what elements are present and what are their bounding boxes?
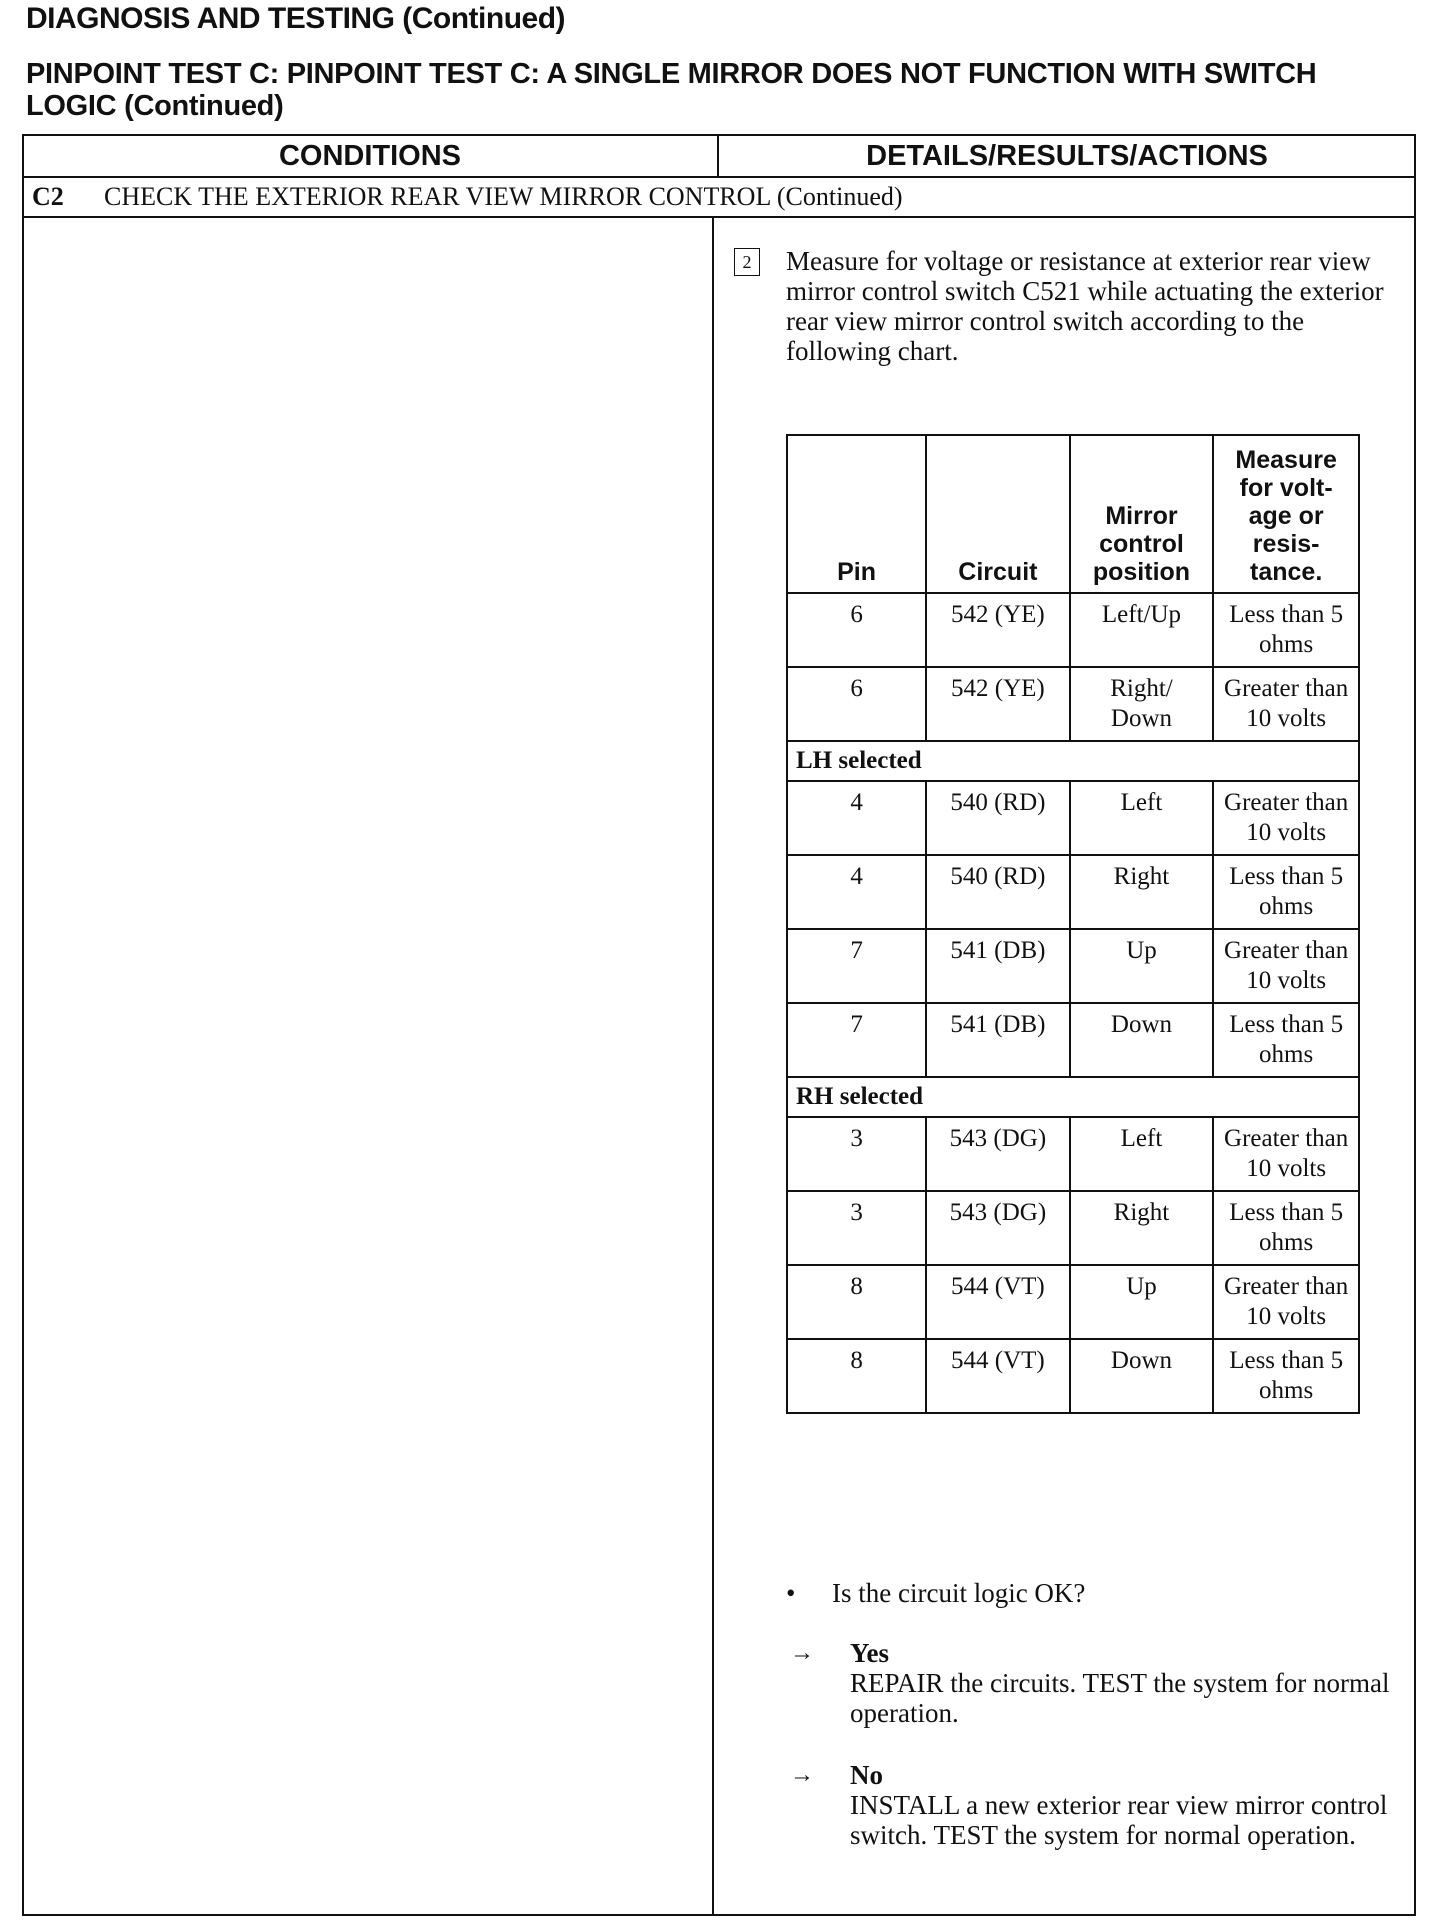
cell-measure: Less than 5 ohms — [1213, 593, 1359, 667]
table-row — [787, 1191, 1359, 1265]
cell-measure: Less than 5 ohms — [1213, 1191, 1359, 1265]
cell-position: Right/ Down — [1070, 667, 1214, 741]
header-position: Mirror control position — [1070, 435, 1214, 593]
table-row — [787, 1003, 1359, 1077]
cell-position: Left/Up — [1070, 593, 1214, 667]
cell-circuit: 543 (DG) — [926, 1117, 1069, 1191]
cell-pin: 8 — [787, 1265, 926, 1339]
cell-position: Right — [1070, 1191, 1214, 1265]
cell-position: Right — [1070, 855, 1214, 929]
cell-circuit: 544 (VT) — [926, 1265, 1069, 1339]
cell-pin: 6 — [787, 667, 926, 741]
cell-position: Down — [1070, 1339, 1214, 1413]
cell-circuit: 544 (VT) — [926, 1339, 1069, 1413]
cell-circuit: 543 (DG) — [926, 1191, 1069, 1265]
step-divider — [22, 216, 1416, 218]
substep-number-box: 2 — [734, 248, 760, 276]
header-divider — [22, 176, 1416, 178]
table-row — [787, 781, 1359, 855]
cell-measure: Less than 5 ohms — [1213, 1003, 1359, 1077]
cell-measure: Less than 5 ohms — [1213, 1339, 1359, 1413]
table-row — [787, 855, 1359, 929]
cell-measure: Greater than 10 volts — [1213, 1265, 1359, 1339]
arrow-right-icon: → — [790, 1640, 814, 1666]
step-title: CHECK THE EXTERIOR REAR VIEW MIRROR CONTROL (Continued) — [104, 182, 903, 211]
cell-position: Up — [1070, 1265, 1214, 1339]
table-row — [787, 929, 1359, 1003]
cell-measure: Less than 5 ohms — [1213, 855, 1359, 929]
table-row — [787, 1117, 1359, 1191]
bullet-icon: • — [786, 1578, 796, 1608]
cell-pin: 7 — [787, 1003, 926, 1077]
cell-circuit: 540 (RD) — [926, 855, 1069, 929]
cell-position: Left — [1070, 1117, 1214, 1191]
cell-position: Left — [1070, 781, 1214, 855]
cell-measure: Greater than 10 volts — [1213, 929, 1359, 1003]
step-code: C2 — [32, 182, 64, 211]
cell-pin: 4 — [787, 781, 926, 855]
pinpoint-test-title: PINPOINT TEST C: PINPOINT TEST C: A SINGLE MIRROR DOES NOT FUNCTION WITH SWITCH LOGIC (Continued) — [26, 58, 1317, 122]
cell-pin: 6 — [787, 593, 926, 667]
page-title: DIAGNOSIS AND TESTING (Continued) — [26, 2, 566, 35]
cell-pin: 8 — [787, 1339, 926, 1413]
arrow-right-icon: → — [790, 1762, 814, 1788]
cell-circuit: 541 (DB) — [926, 929, 1069, 1003]
cell-circuit: 540 (RD) — [926, 781, 1069, 855]
rh-selected-label: RH selected — [787, 1077, 1359, 1117]
cell-circuit: 542 (YE) — [926, 593, 1069, 667]
table-row — [787, 667, 1359, 741]
table-row — [787, 1265, 1359, 1339]
cell-measure: Greater than 10 volts — [1213, 781, 1359, 855]
lh-selected-label: LH selected — [787, 741, 1359, 781]
cell-circuit: 542 (YE) — [926, 667, 1069, 741]
answer-no-label: No — [850, 1760, 883, 1790]
table-row — [787, 1339, 1359, 1413]
cell-measure: Greater than 10 volts — [1213, 667, 1359, 741]
cell-pin: 3 — [787, 1117, 926, 1191]
measurement-chart — [786, 434, 1360, 1414]
cell-pin: 3 — [787, 1191, 926, 1265]
cell-pin: 7 — [787, 929, 926, 1003]
column-divider-body — [712, 218, 714, 1916]
question-text: Is the circuit logic OK? — [832, 1578, 1086, 1608]
section-row-lh — [787, 741, 1359, 781]
answer-no-action: INSTALL a new exterior rear view mirror control switch. TEST the system for normal operation. — [850, 1790, 1388, 1850]
conditions-header: CONDITIONS — [278, 140, 462, 172]
section-row-rh — [787, 1077, 1359, 1117]
chart-header-row — [787, 435, 1359, 593]
header-pin: Pin — [787, 435, 926, 593]
cell-position: Down — [1070, 1003, 1214, 1077]
answer-yes-action: REPAIR the circuits. TEST the system for normal operation. — [850, 1668, 1390, 1728]
details-header: DETAILS/RESULTS/ACTIONS — [866, 140, 1268, 172]
cell-pin: 4 — [787, 855, 926, 929]
cell-position: Up — [1070, 929, 1214, 1003]
cell-circuit: 541 (DB) — [926, 1003, 1069, 1077]
table-row — [787, 593, 1359, 667]
measurement-instruction: Measure for voltage or resistance at exterior rear view mirror control switch C521 while actuating the exterior rear view mirror control switch according to the following chart. — [786, 246, 1384, 366]
header-circuit: Circuit — [926, 435, 1069, 593]
header-measure: Measure for volt-age or resis-tance. — [1213, 435, 1359, 593]
answer-yes-label: Yes — [850, 1638, 889, 1668]
cell-measure: Greater than 10 volts — [1213, 1117, 1359, 1191]
